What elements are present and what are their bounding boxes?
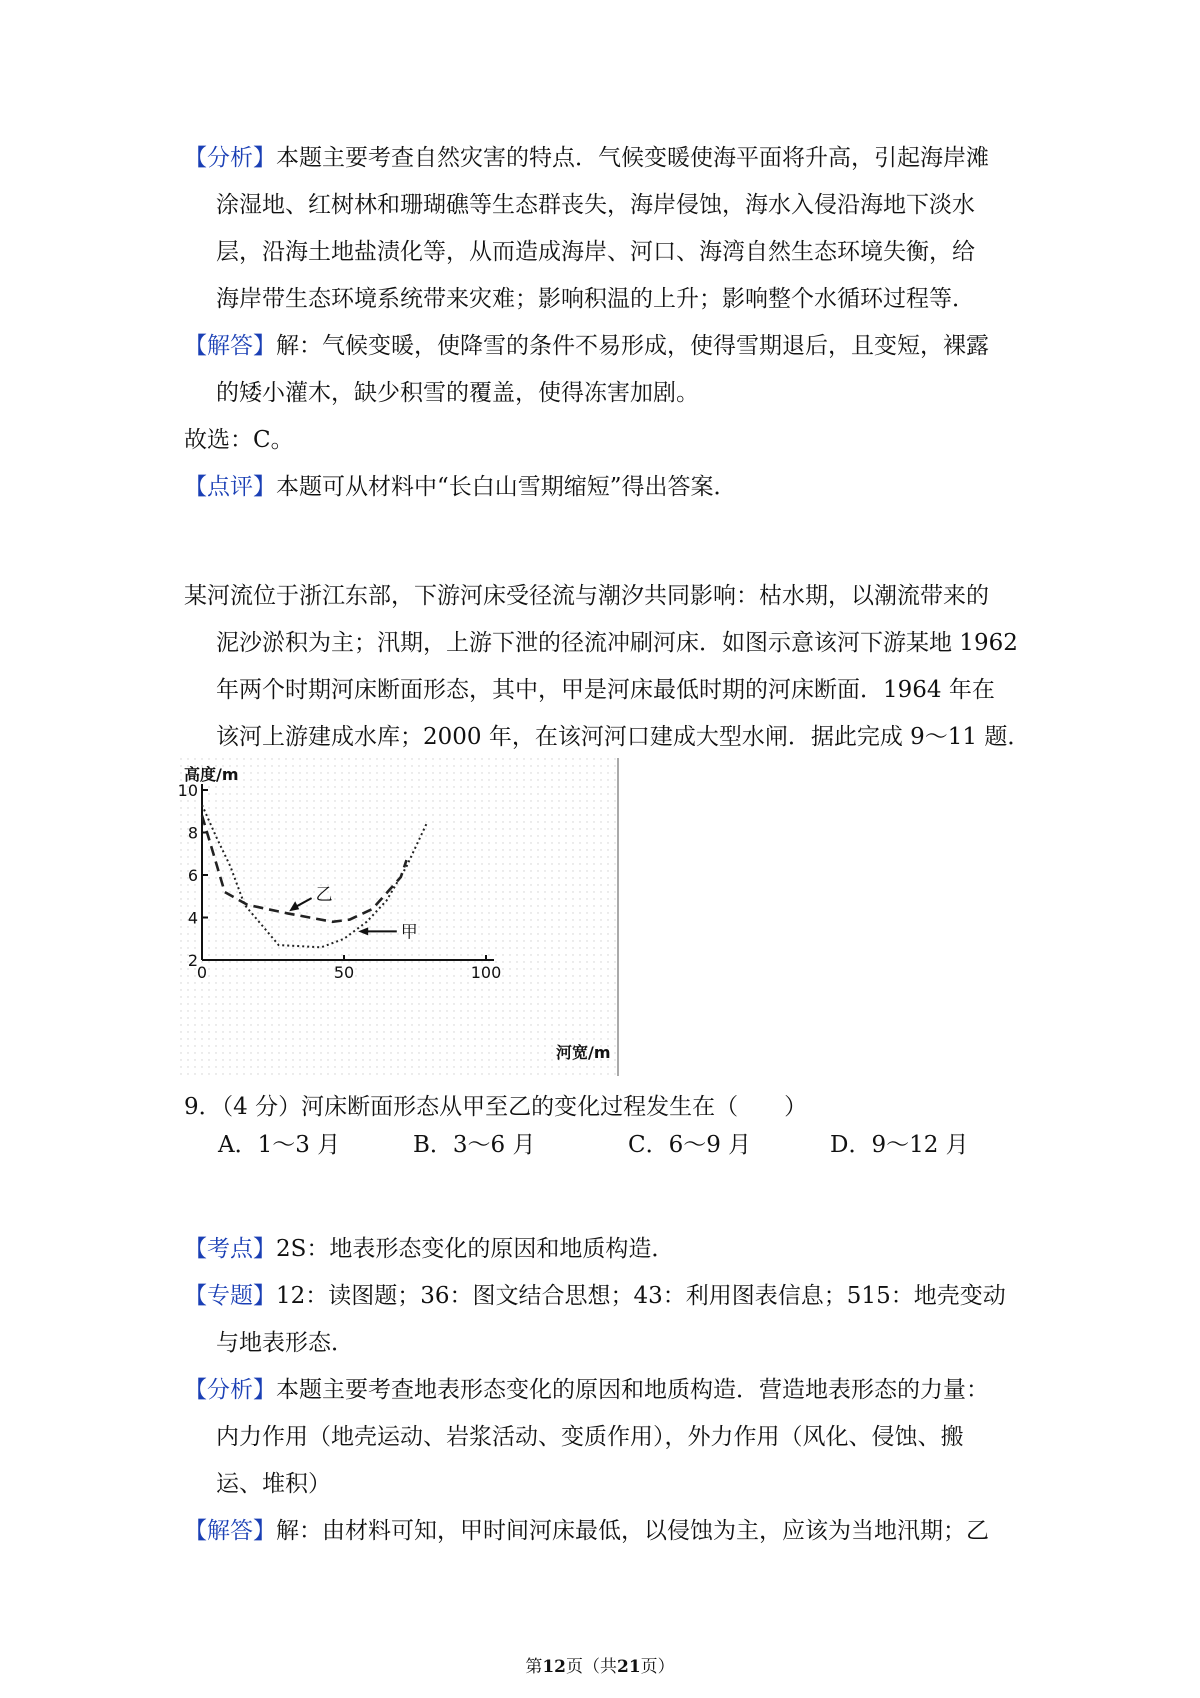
- option-b[interactable]: B．3～6 月: [413, 1132, 536, 1158]
- x-tick-label: 50: [333, 963, 355, 982]
- analysis-line: 涂湿地、红树林和珊瑚礁等生态群丧失，海岸侵蚀，海水入侵沿海地下淡水: [216, 192, 975, 218]
- chart-svg: [177, 758, 620, 1076]
- question-stem: 9．（4 分）河床断面形态从甲至乙的变化过程发生在（ ）: [184, 1094, 808, 1120]
- topic-line: 【专题】12：读图题；36：图文结合思想；43：利用图表信息；515：地壳变动: [184, 1283, 1006, 1309]
- option-c[interactable]: C．6～9 月: [628, 1132, 752, 1158]
- annotation-label-jia: 甲: [400, 922, 418, 943]
- passage-line: 该河上游建成水库；2000 年，在该河河口建成大型水闸．据此完成 9～11 题．: [216, 724, 1031, 750]
- passage: [184, 573, 1031, 761]
- review-tag: 【点评】: [184, 474, 276, 500]
- analysis-tag: 【分析】: [184, 1377, 276, 1403]
- analysis-line: 【分析】本题主要考查自然灾害的特点．气候变暖使海平面将升高，引起海岸滩: [184, 145, 989, 171]
- passage-line: 某河流位于浙江东部，下游河床受径流与潮汐共同影响：枯水期，以潮流带来的: [184, 583, 989, 609]
- total-page-number: 21: [617, 1657, 641, 1677]
- answer-tag: 【解答】: [184, 333, 276, 359]
- y-axis-label: 高度/m: [184, 765, 239, 784]
- answer-line: 【解答】解：由材料可知，甲时间河床最低，以侵蚀为主，应该为当地汛期；乙: [184, 1518, 989, 1544]
- point-tag: 【考点】: [184, 1236, 276, 1262]
- review-line: 【点评】本题可从材料中“长白山雪期缩短”得出答案．: [184, 474, 737, 500]
- option-a[interactable]: A．1～3 月: [218, 1132, 341, 1158]
- solution-block-8: [184, 135, 1024, 511]
- riverbed-cross-section-figure: [177, 758, 620, 1076]
- answer-tag: 【解答】: [184, 1518, 276, 1544]
- analysis-line: 运、堆积）: [216, 1471, 331, 1497]
- solution-block-9: [184, 1226, 1024, 1555]
- choice-line: 故选：C。: [184, 427, 294, 453]
- answer-line: 【解答】解：气候变暖，使降雪的条件不易形成，使得雪期退后，且变短，裸露: [184, 333, 989, 359]
- figure-background: [177, 758, 620, 1076]
- x-tick-label: 0: [196, 963, 208, 982]
- point-line: 【考点】2S：地表形态变化的原因和地质构造．: [184, 1236, 675, 1262]
- x-tick-label: 100: [470, 963, 502, 982]
- y-tick-label: 8: [187, 823, 198, 843]
- analysis-line: 海岸带生态环境系统带来灾难；影响积温的上升；影响整个水循环过程等．: [216, 286, 975, 312]
- y-tick-label: 4: [187, 908, 198, 928]
- page-footer: 第12页（共21页）: [525, 1657, 675, 1677]
- annotation-label-yi: 乙: [315, 885, 333, 906]
- analysis-line: 内力作用（地壳运动、岩浆活动、变质作用），外力作用（风化、侵蚀、搬: [216, 1424, 964, 1450]
- current-page-number: 12: [542, 1657, 566, 1677]
- y-tick-label: 6: [187, 866, 198, 885]
- passage-line: 泥沙淤积为主；汛期，上游下泄的径流冲刷河床．如图示意该河下游某地 1962: [216, 630, 1018, 656]
- topic-line: 与地表形态．: [216, 1330, 354, 1356]
- y-tick-label: 10: [177, 781, 198, 800]
- option-d[interactable]: D．9～12 月: [830, 1132, 969, 1158]
- answer-line: 的矮小灌木，缺少积雪的覆盖，使得冻害加剧。: [216, 380, 699, 406]
- analysis-line: 【分析】本题主要考查地表形态变化的原因和地质构造．营造地表形态的力量：: [184, 1377, 989, 1403]
- x-axis-label: 河宽/m: [556, 1043, 611, 1062]
- passage-line: 年两个时期河床断面形态，其中，甲是河床最低时期的河床断面．1964 年在: [216, 677, 995, 703]
- analysis-line: 层，沿海土地盐渍化等，从而造成海岸、河口、海湾自然生态环境失衡，给: [216, 239, 975, 265]
- y-tick-label: 2: [187, 951, 198, 970]
- topic-tag: 【专题】: [184, 1283, 276, 1309]
- analysis-tag: 【分析】: [184, 145, 276, 171]
